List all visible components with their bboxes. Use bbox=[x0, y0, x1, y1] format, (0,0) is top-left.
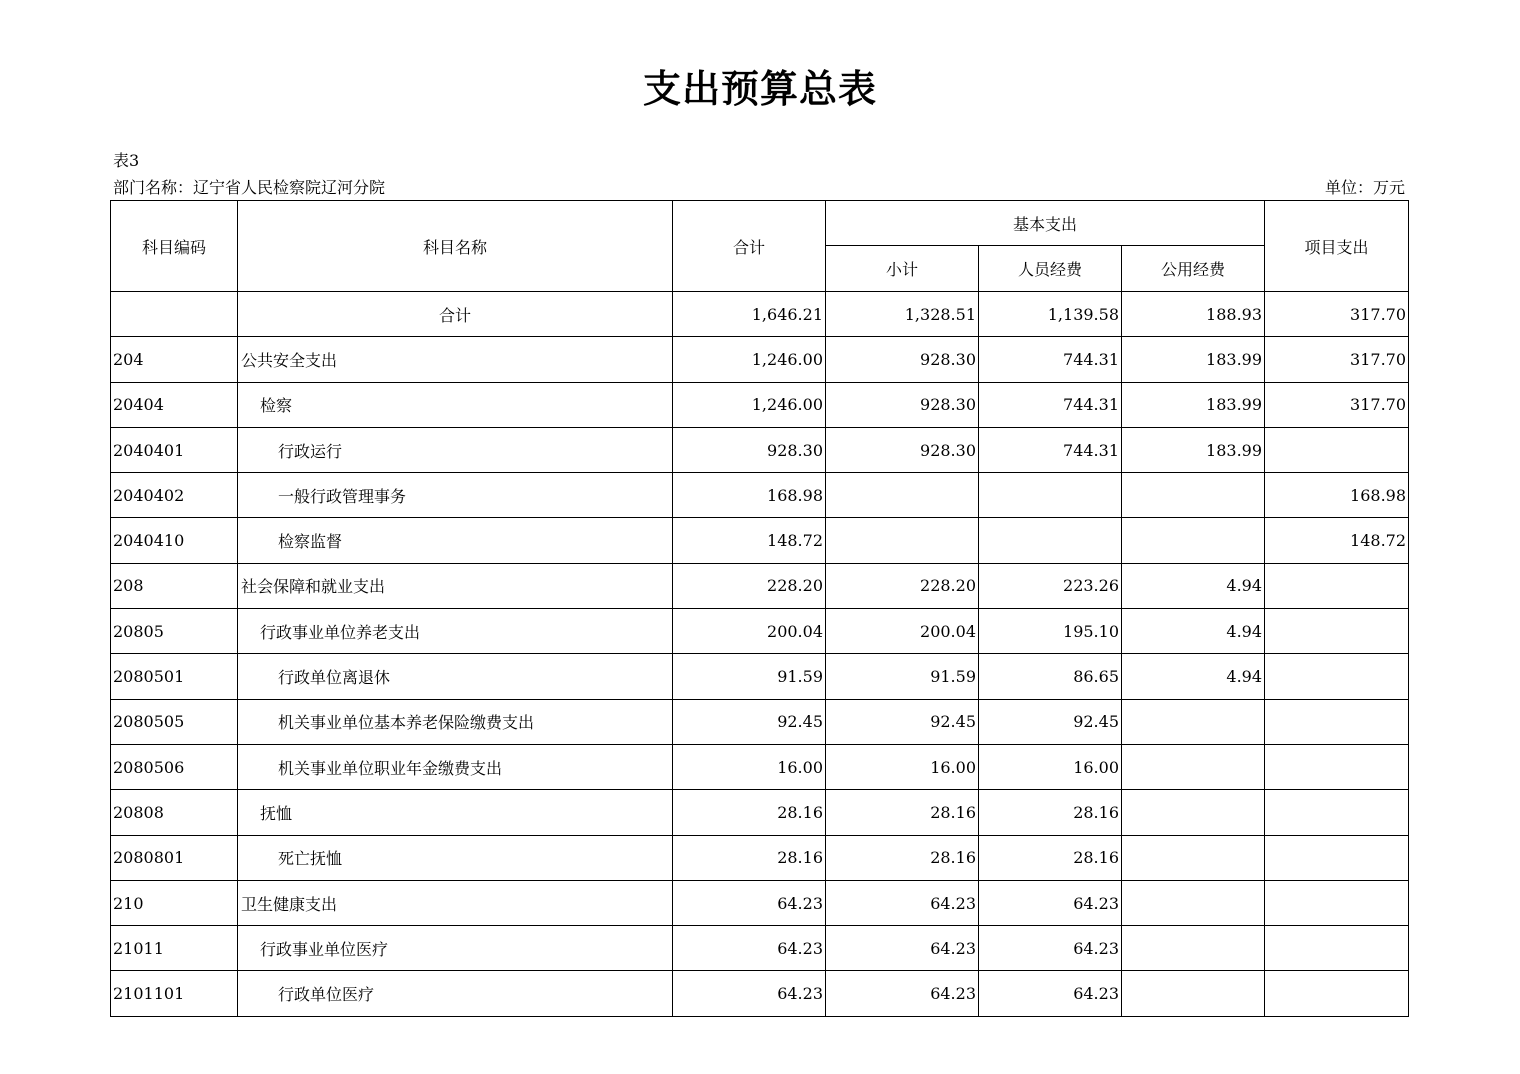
cell-public: 183.99 bbox=[1122, 382, 1265, 427]
cell-code: 204 bbox=[111, 337, 238, 382]
cell-name: 机关事业单位职业年金缴费支出 bbox=[238, 744, 673, 789]
cell-public bbox=[1122, 790, 1265, 835]
cell-code: 2080506 bbox=[111, 744, 238, 789]
cell-personnel: 744.31 bbox=[979, 382, 1122, 427]
header-basic: 基本支出 bbox=[826, 201, 1265, 246]
cell-name: 检察监督 bbox=[238, 518, 673, 563]
cell-public bbox=[1122, 926, 1265, 971]
cell-code: 2080501 bbox=[111, 654, 238, 699]
cell-project: 317.70 bbox=[1265, 382, 1409, 427]
cell-subtotal bbox=[826, 473, 979, 518]
cell-subtotal: 928.30 bbox=[826, 337, 979, 382]
table-row bbox=[111, 971, 1409, 1016]
header-name: 科目名称 bbox=[238, 201, 673, 292]
cell-project bbox=[1265, 880, 1409, 925]
cell-public: 4.94 bbox=[1122, 609, 1265, 654]
table-row bbox=[111, 337, 1409, 382]
cell-subtotal: 928.30 bbox=[826, 382, 979, 427]
cell-name: 行政运行 bbox=[238, 427, 673, 472]
cell-total: 148.72 bbox=[673, 518, 826, 563]
cell-name: 行政事业单位医疗 bbox=[238, 926, 673, 971]
cell-total: 928.30 bbox=[673, 427, 826, 472]
table-row bbox=[111, 744, 1409, 789]
cell-subtotal: 64.23 bbox=[826, 971, 979, 1016]
cell-personnel: 92.45 bbox=[979, 699, 1122, 744]
cell-project bbox=[1265, 835, 1409, 880]
cell-personnel: 223.26 bbox=[979, 563, 1122, 608]
cell-code: 20808 bbox=[111, 790, 238, 835]
cell-public bbox=[1122, 699, 1265, 744]
cell-project bbox=[1265, 971, 1409, 1016]
cell-name: 抚恤 bbox=[238, 790, 673, 835]
cell-public: 183.99 bbox=[1122, 337, 1265, 382]
cell-personnel: 744.31 bbox=[979, 427, 1122, 472]
cell-project: 168.98 bbox=[1265, 473, 1409, 518]
cell-total: 64.23 bbox=[673, 971, 826, 1016]
budget-table bbox=[110, 200, 1409, 1017]
cell-personnel bbox=[979, 473, 1122, 518]
cell-project bbox=[1265, 699, 1409, 744]
cell-name: 行政单位医疗 bbox=[238, 971, 673, 1016]
table-row bbox=[111, 654, 1409, 699]
cell-code: 21011 bbox=[111, 926, 238, 971]
header-subtotal: 小计 bbox=[826, 246, 979, 292]
cell-personnel: 744.31 bbox=[979, 337, 1122, 382]
cell-subtotal: 16.00 bbox=[826, 744, 979, 789]
cell-total: 1,246.00 bbox=[673, 337, 826, 382]
cell-name: 社会保障和就业支出 bbox=[238, 563, 673, 608]
cell-code: 2040401 bbox=[111, 427, 238, 472]
cell-subtotal: 92.45 bbox=[826, 699, 979, 744]
header-project: 项目支出 bbox=[1265, 201, 1409, 292]
cell-total: 28.16 bbox=[673, 835, 826, 880]
cell-subtotal: 28.16 bbox=[826, 835, 979, 880]
cell-subtotal: 928.30 bbox=[826, 427, 979, 472]
table-row bbox=[111, 699, 1409, 744]
table-number: 表3 bbox=[113, 151, 140, 170]
cell-code: 2040410 bbox=[111, 518, 238, 563]
cell-code: 20404 bbox=[111, 382, 238, 427]
cell-name: 卫生健康支出 bbox=[238, 880, 673, 925]
unit-label: 单位：万元 bbox=[1324, 178, 1405, 197]
cell-subtotal: 1,328.51 bbox=[826, 292, 979, 337]
cell-personnel: 28.16 bbox=[979, 790, 1122, 835]
cell-code: 20805 bbox=[111, 609, 238, 654]
cell-code: 2040402 bbox=[111, 473, 238, 518]
cell-project bbox=[1265, 563, 1409, 608]
cell-name: 死亡抚恤 bbox=[238, 835, 673, 880]
cell-personnel: 86.65 bbox=[979, 654, 1122, 699]
page-title: 支出预算总表 bbox=[642, 66, 877, 111]
cell-public bbox=[1122, 473, 1265, 518]
cell-code: 208 bbox=[111, 563, 238, 608]
table-row bbox=[111, 382, 1409, 427]
cell-project: 148.72 bbox=[1265, 518, 1409, 563]
cell-public bbox=[1122, 744, 1265, 789]
cell-total: 16.00 bbox=[673, 744, 826, 789]
cell-total: 168.98 bbox=[673, 473, 826, 518]
cell-total: 1,246.00 bbox=[673, 382, 826, 427]
cell-code: 2080505 bbox=[111, 699, 238, 744]
cell-name: 公共安全支出 bbox=[238, 337, 673, 382]
cell-project: 317.70 bbox=[1265, 337, 1409, 382]
table-row bbox=[111, 880, 1409, 925]
cell-public bbox=[1122, 971, 1265, 1016]
cell-subtotal: 64.23 bbox=[826, 926, 979, 971]
cell-public: 4.94 bbox=[1122, 563, 1265, 608]
table-row bbox=[111, 473, 1409, 518]
header-code: 科目编码 bbox=[111, 201, 238, 292]
table-row bbox=[111, 292, 1409, 337]
header-personnel: 人员经费 bbox=[979, 246, 1122, 292]
cell-code: 210 bbox=[111, 880, 238, 925]
header-public: 公用经费 bbox=[1122, 246, 1265, 292]
cell-personnel: 64.23 bbox=[979, 971, 1122, 1016]
cell-name: 机关事业单位基本养老保险缴费支出 bbox=[238, 699, 673, 744]
cell-code: 2080801 bbox=[111, 835, 238, 880]
budget-table-body bbox=[111, 292, 1409, 1017]
cell-project bbox=[1265, 654, 1409, 699]
cell-name: 合计 bbox=[238, 292, 673, 337]
cell-code: 2101101 bbox=[111, 971, 238, 1016]
cell-personnel: 16.00 bbox=[979, 744, 1122, 789]
cell-public: 4.94 bbox=[1122, 654, 1265, 699]
table-row bbox=[111, 427, 1409, 472]
cell-total: 64.23 bbox=[673, 926, 826, 971]
table-row bbox=[111, 518, 1409, 563]
cell-name: 一般行政管理事务 bbox=[238, 473, 673, 518]
cell-total: 91.59 bbox=[673, 654, 826, 699]
cell-subtotal: 228.20 bbox=[826, 563, 979, 608]
cell-project bbox=[1265, 744, 1409, 789]
cell-personnel: 28.16 bbox=[979, 835, 1122, 880]
cell-public: 183.99 bbox=[1122, 427, 1265, 472]
cell-name: 检察 bbox=[238, 382, 673, 427]
table-row bbox=[111, 926, 1409, 971]
cell-subtotal bbox=[826, 518, 979, 563]
cell-public bbox=[1122, 880, 1265, 925]
cell-total: 64.23 bbox=[673, 880, 826, 925]
cell-subtotal: 28.16 bbox=[826, 790, 979, 835]
cell-project bbox=[1265, 926, 1409, 971]
cell-personnel bbox=[979, 518, 1122, 563]
cell-total: 228.20 bbox=[673, 563, 826, 608]
table-row bbox=[111, 835, 1409, 880]
cell-subtotal: 200.04 bbox=[826, 609, 979, 654]
cell-name: 行政单位离退休 bbox=[238, 654, 673, 699]
table-row bbox=[111, 563, 1409, 608]
cell-personnel: 1,139.58 bbox=[979, 292, 1122, 337]
cell-personnel: 64.23 bbox=[979, 926, 1122, 971]
cell-subtotal: 91.59 bbox=[826, 654, 979, 699]
cell-total: 92.45 bbox=[673, 699, 826, 744]
header-total: 合计 bbox=[673, 201, 826, 292]
cell-total: 28.16 bbox=[673, 790, 826, 835]
cell-personnel: 64.23 bbox=[979, 880, 1122, 925]
cell-subtotal: 64.23 bbox=[826, 880, 979, 925]
cell-public bbox=[1122, 518, 1265, 563]
cell-code bbox=[111, 292, 238, 337]
cell-public bbox=[1122, 835, 1265, 880]
table-row bbox=[111, 609, 1409, 654]
cell-project bbox=[1265, 790, 1409, 835]
cell-project: 317.70 bbox=[1265, 292, 1409, 337]
cell-public: 188.93 bbox=[1122, 292, 1265, 337]
cell-name: 行政事业单位养老支出 bbox=[238, 609, 673, 654]
cell-personnel: 195.10 bbox=[979, 609, 1122, 654]
cell-project bbox=[1265, 609, 1409, 654]
table-row bbox=[111, 790, 1409, 835]
department-name: 部门名称：辽宁省人民检察院辽河分院 bbox=[113, 178, 386, 197]
cell-total: 200.04 bbox=[673, 609, 826, 654]
cell-total: 1,646.21 bbox=[673, 292, 826, 337]
cell-project bbox=[1265, 427, 1409, 472]
